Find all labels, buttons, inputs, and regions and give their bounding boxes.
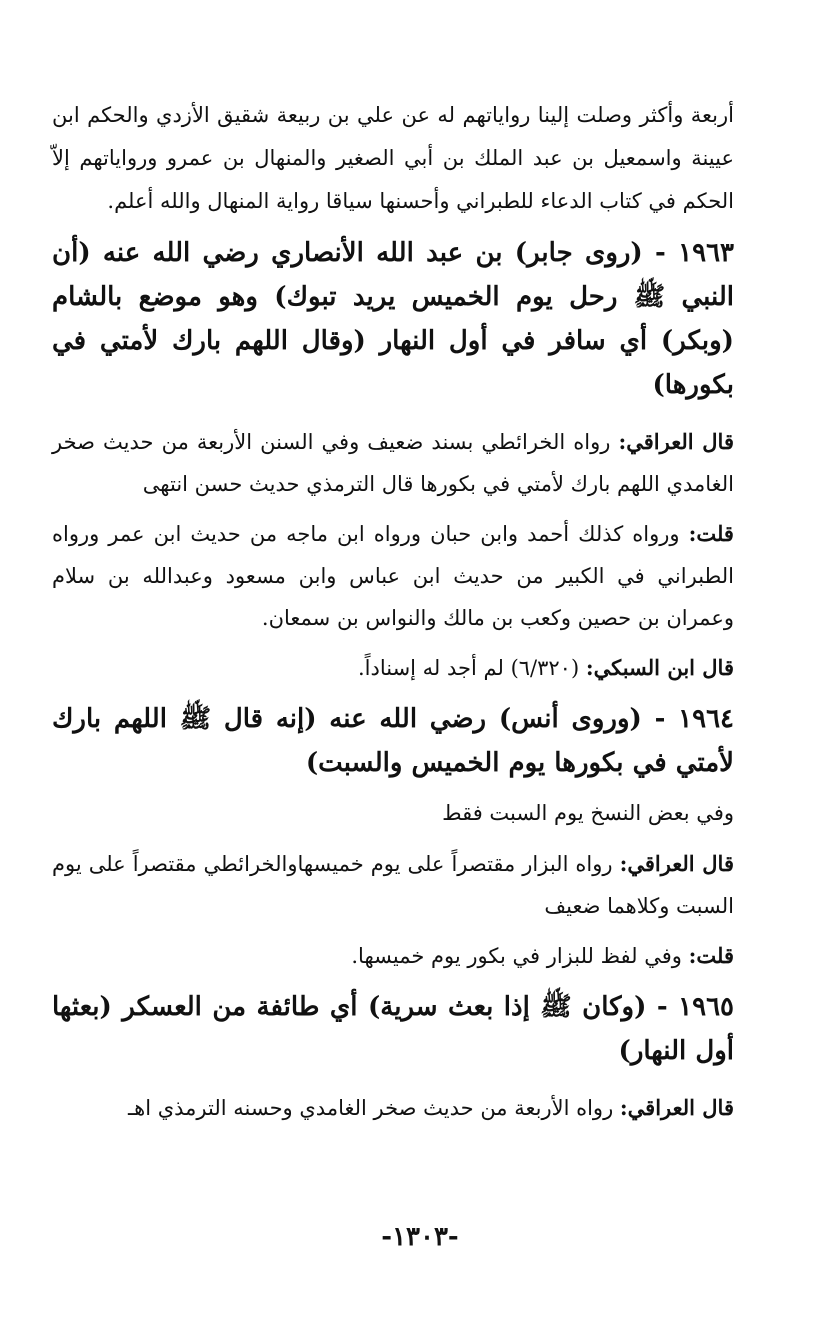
page-number: -١٣٠٣- xyxy=(381,1222,459,1252)
commentary-text: رواه الأربعة من حديث صخر الغامدي وحسنه الترمذي اهـ xyxy=(127,1096,614,1120)
commentary xyxy=(52,935,734,977)
commentary-text: رواه الخرائطي بسند ضعيف وفي السنن الأربعة من حديث صخر الغامدي اللهم بارك لأمتي في بكورها قال الترمذي حديث حسن انتهى xyxy=(52,430,734,496)
commentary-label: قال العراقي: xyxy=(619,851,734,876)
commentary-label: قال العراقي: xyxy=(619,1095,734,1120)
intro-paragraph: أربعة وأكثر وصلت إلينا رواياتهم له عن علي بن ربيعة شقيق الأزدي والحكم ابن عيينة واسمعيل بن عبد الملك بن أبي الصغير والمنهال بن عمرو ورواياتهم إلاّ الحكم في كتاب الدعاء للطبراني وأحسنها سياقا رواية المنهال والله أعلم. xyxy=(52,103,734,213)
entry-1965 xyxy=(52,985,734,1129)
commentary xyxy=(52,647,734,689)
entry-1963 xyxy=(52,231,734,689)
entry-heading: ١٩٦٥ - (وكان ﷺ إذا بعث سرية) أي طائفة من العسكر (بعثها أول النهار) xyxy=(52,992,734,1066)
variant-note: وفي بعض النسخ يوم السبت فقط xyxy=(442,801,734,825)
entry-heading: ١٩٦٤ - (وروى أنس) رضي الله عنه (إنه قال ﷺ اللهم بارك لأمتي في بكورها يوم الخميس والسبت) xyxy=(52,704,734,778)
page-body xyxy=(52,94,734,1137)
commentary-text: ورواه كذلك أحمد وابن حبان ورواه ابن ماجه من حديث ابن عمر ورواه الطبراني في الكبير من حديث ابن عباس وابن مسعود وعبدالله بن سلام وعمران بن حصين وكعب بن مالك والنواس بن سمعان. xyxy=(52,522,734,630)
commentary xyxy=(52,1087,734,1129)
commentary-text: رواه البزار مقتصراً على يوم خميسهاوالخرائطي مقتصراً على يوم السبت وكلاهما ضعيف xyxy=(52,852,734,918)
commentary-label: قال العراقي: xyxy=(618,429,734,454)
commentary-label: قال ابن السبكي: xyxy=(585,655,734,680)
entry-heading: ١٩٦٣ - (روى جابر) بن عبد الله الأنصاري رضي الله عنه (أن النبي ﷺ رحل يوم الخميس يريد تبوك) وهو موضع بالشام (وبكر) أي سافر في أول النهار (وقال اللهم بارك لأمتي في بكورها) xyxy=(52,238,734,400)
commentary-label: قلت: xyxy=(688,943,734,968)
commentary-label: قلت: xyxy=(688,521,734,546)
commentary xyxy=(52,843,734,927)
commentary xyxy=(52,513,734,639)
entry-1964 xyxy=(52,697,734,977)
commentary-text: وفي لفظ للبزار في بكور يوم خميسها. xyxy=(351,944,682,968)
commentary xyxy=(52,421,734,505)
commentary-text: (٦/٣٢٠) لم أجد له إسناداً. xyxy=(357,656,580,680)
